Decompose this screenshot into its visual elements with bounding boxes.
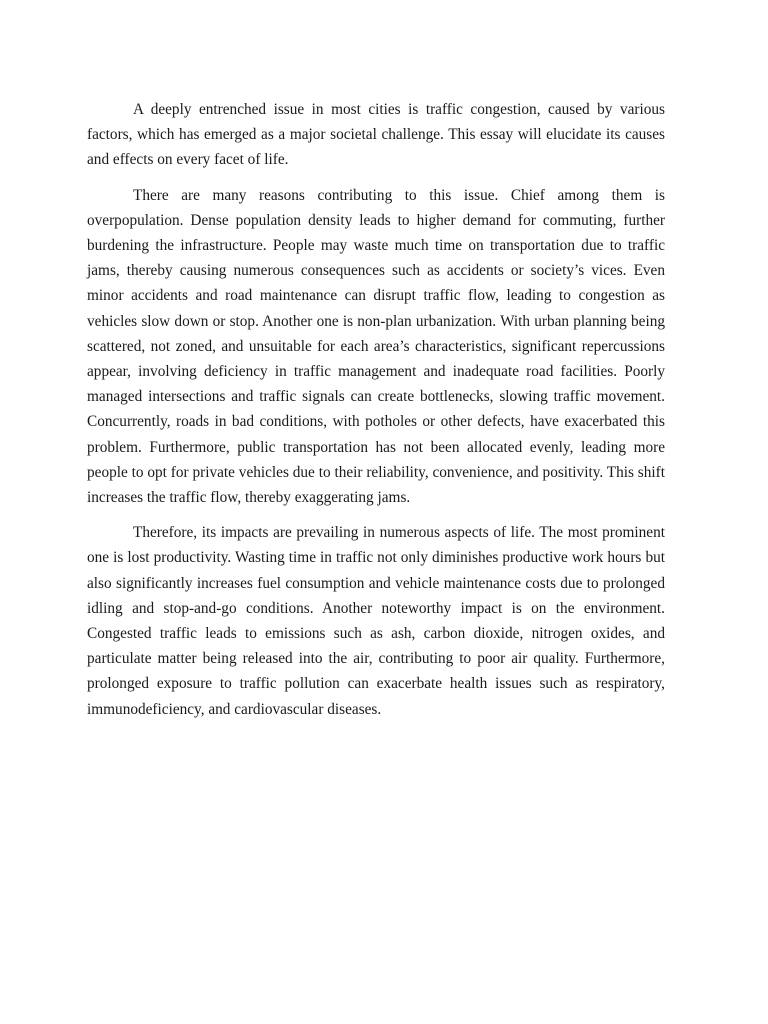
- document-body: [87, 97, 665, 732]
- paragraph-introduction: A deeply entrenched issue in most cities is traffic congestion, caused by various factors, which has emerged as a major societal challenge. This essay will elucidate its causes and effects on every facet of life.: [87, 101, 665, 169]
- paragraph-effects: Therefore, its impacts are prevailing in numerous aspects of life. The most prominent one is lost productivity. Wasting time in traffic not only diminishes productive work hours but also significantly increases fuel consumption and vehicle maintenance costs due to prolonged idling and stop-and-go conditions. Another noteworthy impact is on the environment. Congested traffic leads to emissions such as ash, carbon dioxide, nitrogen oxides, and particulate matter being released into the air, contributing to poor air quality. Furthermore, prolonged exposure to traffic pollution can exacerbate health issues such as respiratory, immunodeficiency, and cardiovascular diseases.: [87, 524, 665, 718]
- paragraph-causes: There are many reasons contributing to this issue. Chief among them is overpopulation. Dense population density leads to higher demand for commuting, further burdening the infrastructure. People may waste much time on transportation due to traffic jams, thereby causing numerous consequences such as accidents or society’s vices. Even minor accidents and road maintenance can disrupt traffic flow, leading to congestion as vehicles slow down or stop. Another one is non-plan urbanization. With urban planning being scattered, not zoned, and unsuitable for each area’s characteristics, significant repercussions appear, involving deficiency in traffic management and inadequate road facilities. Poorly managed intersections and traffic signals can create bottlenecks, slowing traffic movement. Concurrently, roads in bad conditions, with potholes or other defects, have exacerbated this problem. Furthermore, public transportation has not been allocated evenly, leading more people to opt for private vehicles due to their reliability, convenience, and positivity. This shift increases the traffic flow, thereby exaggerating jams.: [87, 186, 665, 507]
